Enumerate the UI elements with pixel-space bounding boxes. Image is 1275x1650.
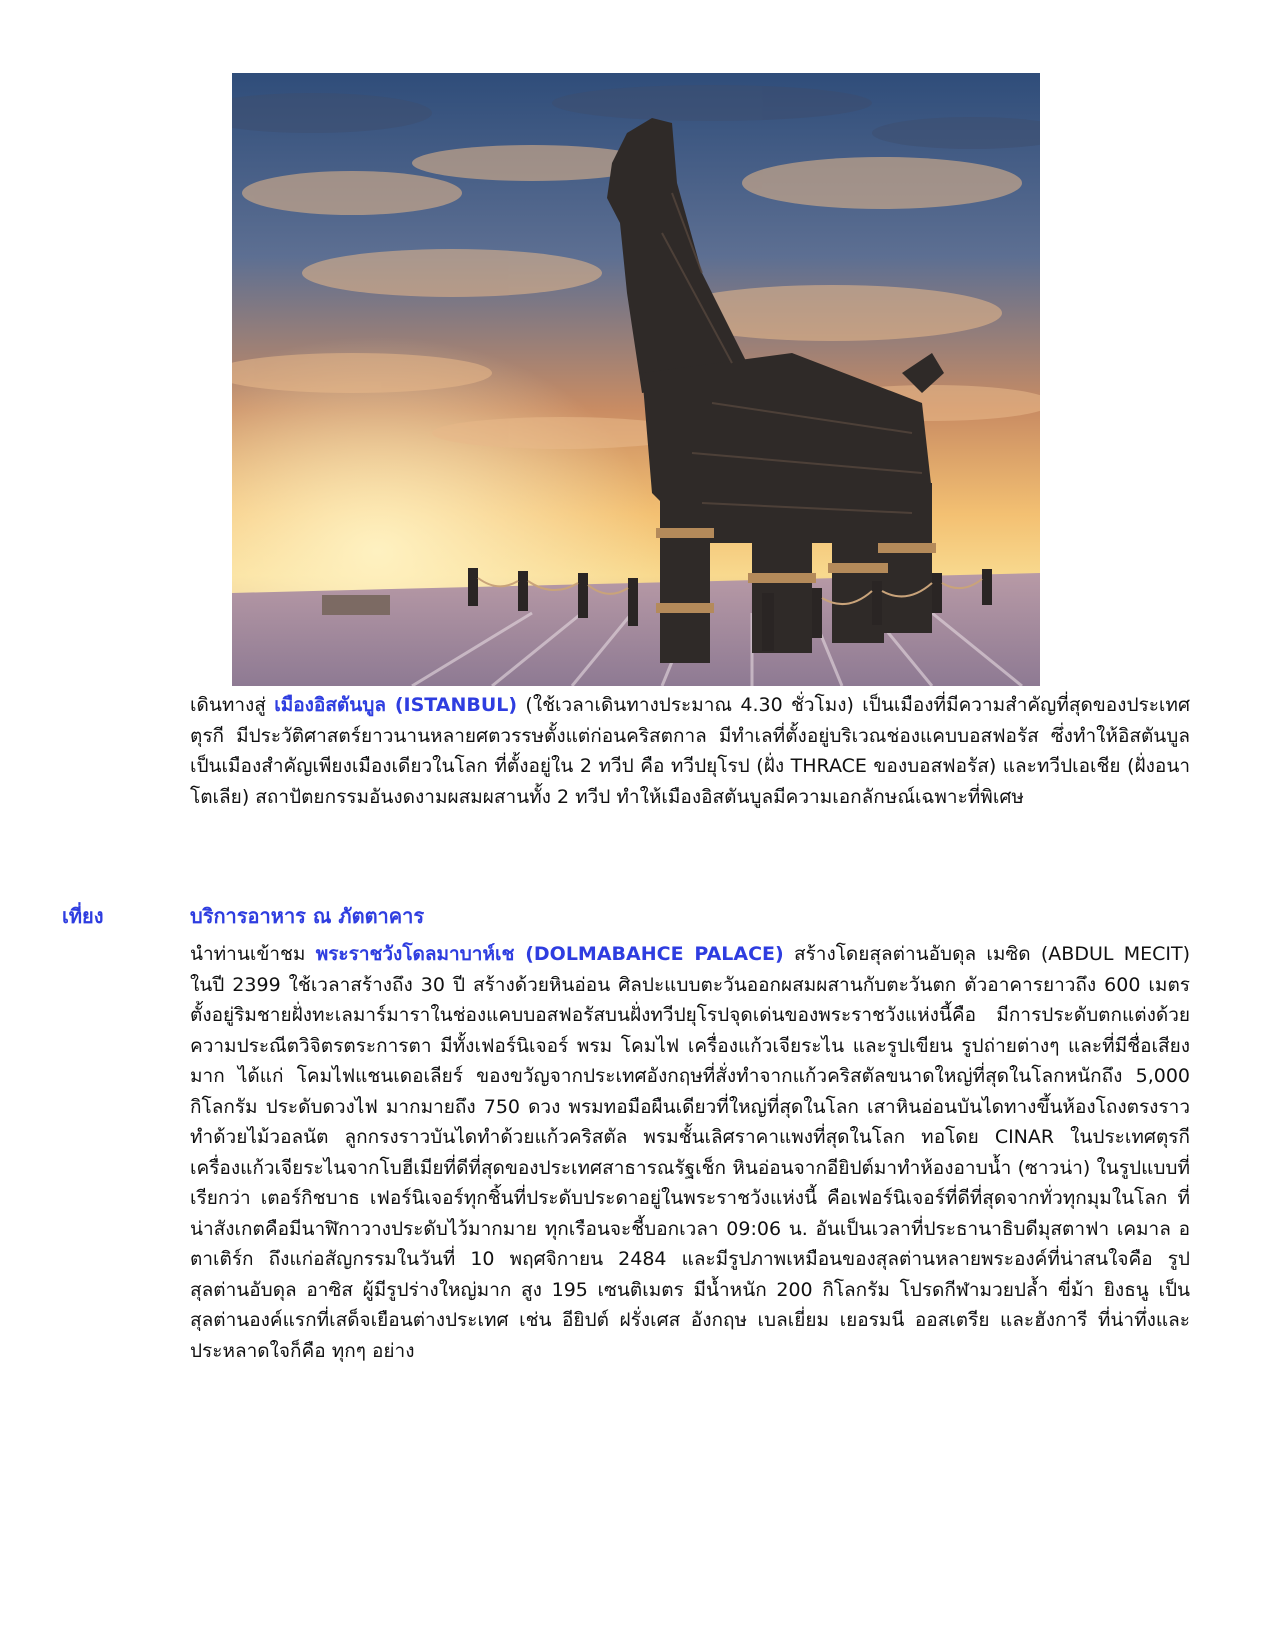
dolmabahce-post: สร้างโดยสุลต่านอับดุล เมซิด (ABDUL MECIT) ในปี 2399 ใช้เวลาสร้างถึง 30 ปี สร้างด้วยหินอ่อน ศิลปะแบบตะวันออกผสมผสานกับตะวันตก ตัวอาคารยาวถึง 600 เมตร ตั้งอยู่ริมชายฝั่งทะเลมาร์มาราในช่องแคบบอสฟอรัสบนฝั่งทวีปยุโรปจุดเด่นของพระราชวังแห่งนี้คือ มีการประดับตกแต่งด้วยความประณีตวิจิตรตระการตา มีทั้งเฟอร์นิเจอร์ พรม โคมไฟ เครื่องแก้วเจียระไน และรูปเขียน รูปถ่ายต่างๆ และที่มีชื่อเสียงมาก ได้แก่ โคมไฟแชนเดอเลียร์ ของขวัญจากประเทศอังกฤษที่สั่งทำจากแก้วคริสตัลขนาดใหญ่ที่สุดในโลกหนักถึง 5,000 กิโลกรัม ประดับดวงไฟ มากมายถึง 750 ดวง พรมทอมือผืนเดียวที่ใหญ่ที่สุดในโลก เสาหินอ่อนบันไดทางขึ้นห้องโถงตรงราวทำด้วยไม้วอลนัต ลูกกรงราวบันไดทำด้วยแก้วคริสตัล พรมชั้นเลิศราคาแพงที่สุดในโลก ทอโดย CINAR ในประเทศตุรกี เครื่องแก้วเจียระไนจากโบฮีเมียที่ดีที่สุดของประเทศสาธารณรัฐเช็ก หินอ่อนจากอียิปต์มาทำห้องอาบน้ำ (ซาวน่า) ในรูปแบบที่เรียกว่า เตอร์กิชบาธ เฟอร์นิเจอร์ทุกชิ้นที่ประดับประดาอยู่ในพระราชวังแห่งนี้ คือเฟอร์นิเจอร์ที่ดีที่สุดจากทั่วทุกมุมในโลก ที่น่าสังเกตคือมีนาฬิกาวางประดับไว้มากมาย ทุกเรือนจะชี้บอกเวลา 09:06 น. อันเป็นเวลาที่ประธานาธิบดีมุสตาฟา เคมาล อตาเติร์ก ถึงแก่อสัญกรรมในวันที่ 10 พฤศจิกายน 2484 และมีรูปภาพเหมือนของสุลต่านหลายพระองค์ที่น่าสนใจคือ รูปสุลต่านอับดุล อาซิส ผู้มีรูปร่างใหญ่มาก สูง 195 เซนติเมตร มีน้ำหนัก 200 กิโลกรัม โปรดกีฬามวยปล้ำ ขี่ม้า ยิงธนู เป็นสุลต่านองค์แรกที่เสด็จเยือนต่างประเทศ เช่น อียิปต์ ฝรั่งเศส อังกฤษ เบลเยี่ยม เยอรมนี ออสเตรีย และฮังการี ที่น่าทึ่งและประหลาดใจก็คือ ทุกๆ อย่าง bbox=[190, 943, 1191, 1362]
dolmabahce-paragraph bbox=[190, 939, 1190, 1366]
meal-text: บริการอาหาร ณ ภัตตาคาร bbox=[190, 904, 425, 928]
istanbul-post: (ใช้เวลาเดินทางประมาณ 4.30 ชั่วโมง) เป็นเมืองที่มีความสำคัญที่สุดของประเทศตุรกี มีประวัติศาสตร์ยาวนานหลายศตวรรษตั้งแต่ก่อนคริสตกาล มีทำเลที่ตั้งอยู่บริเวณช่องแคบบอสฟอรัส ซึ่งทำให้อิสตันบูลเป็นเมืองสำคัญเพียงเมืองเดียวในโลก ที่ตั้งอยู่ใน 2 ทวีป คือ ทวีปยุโรป (ฝั่ง THRACE ของบอสฟอรัส) และทวีปเอเชีย (ฝั่งอนาโตเลีย) สถาปัตยกรรมอันงดงามผสมผสานทั้ง 2 ทวีป ทำให้เมืองอิสตันบูลมีความเอกลักษณ์เฉพาะที่พิเศษ bbox=[190, 694, 1191, 808]
dolmabahce-pre: นำท่านเข้าชม bbox=[190, 943, 316, 965]
dolmabahce-highlight: พระราชวังโดลมาบาห์เช (DOLMABAHCE PALACE) bbox=[315, 943, 784, 965]
meal-time-label: เที่ยง bbox=[62, 904, 104, 928]
istanbul-pre: เดินทางสู่ bbox=[190, 694, 275, 716]
istanbul-paragraph bbox=[190, 690, 1190, 812]
istanbul-highlight: เมืองอิสตันบูล (ISTANBUL) bbox=[274, 694, 518, 716]
trojan-horse-photo bbox=[232, 73, 1040, 686]
